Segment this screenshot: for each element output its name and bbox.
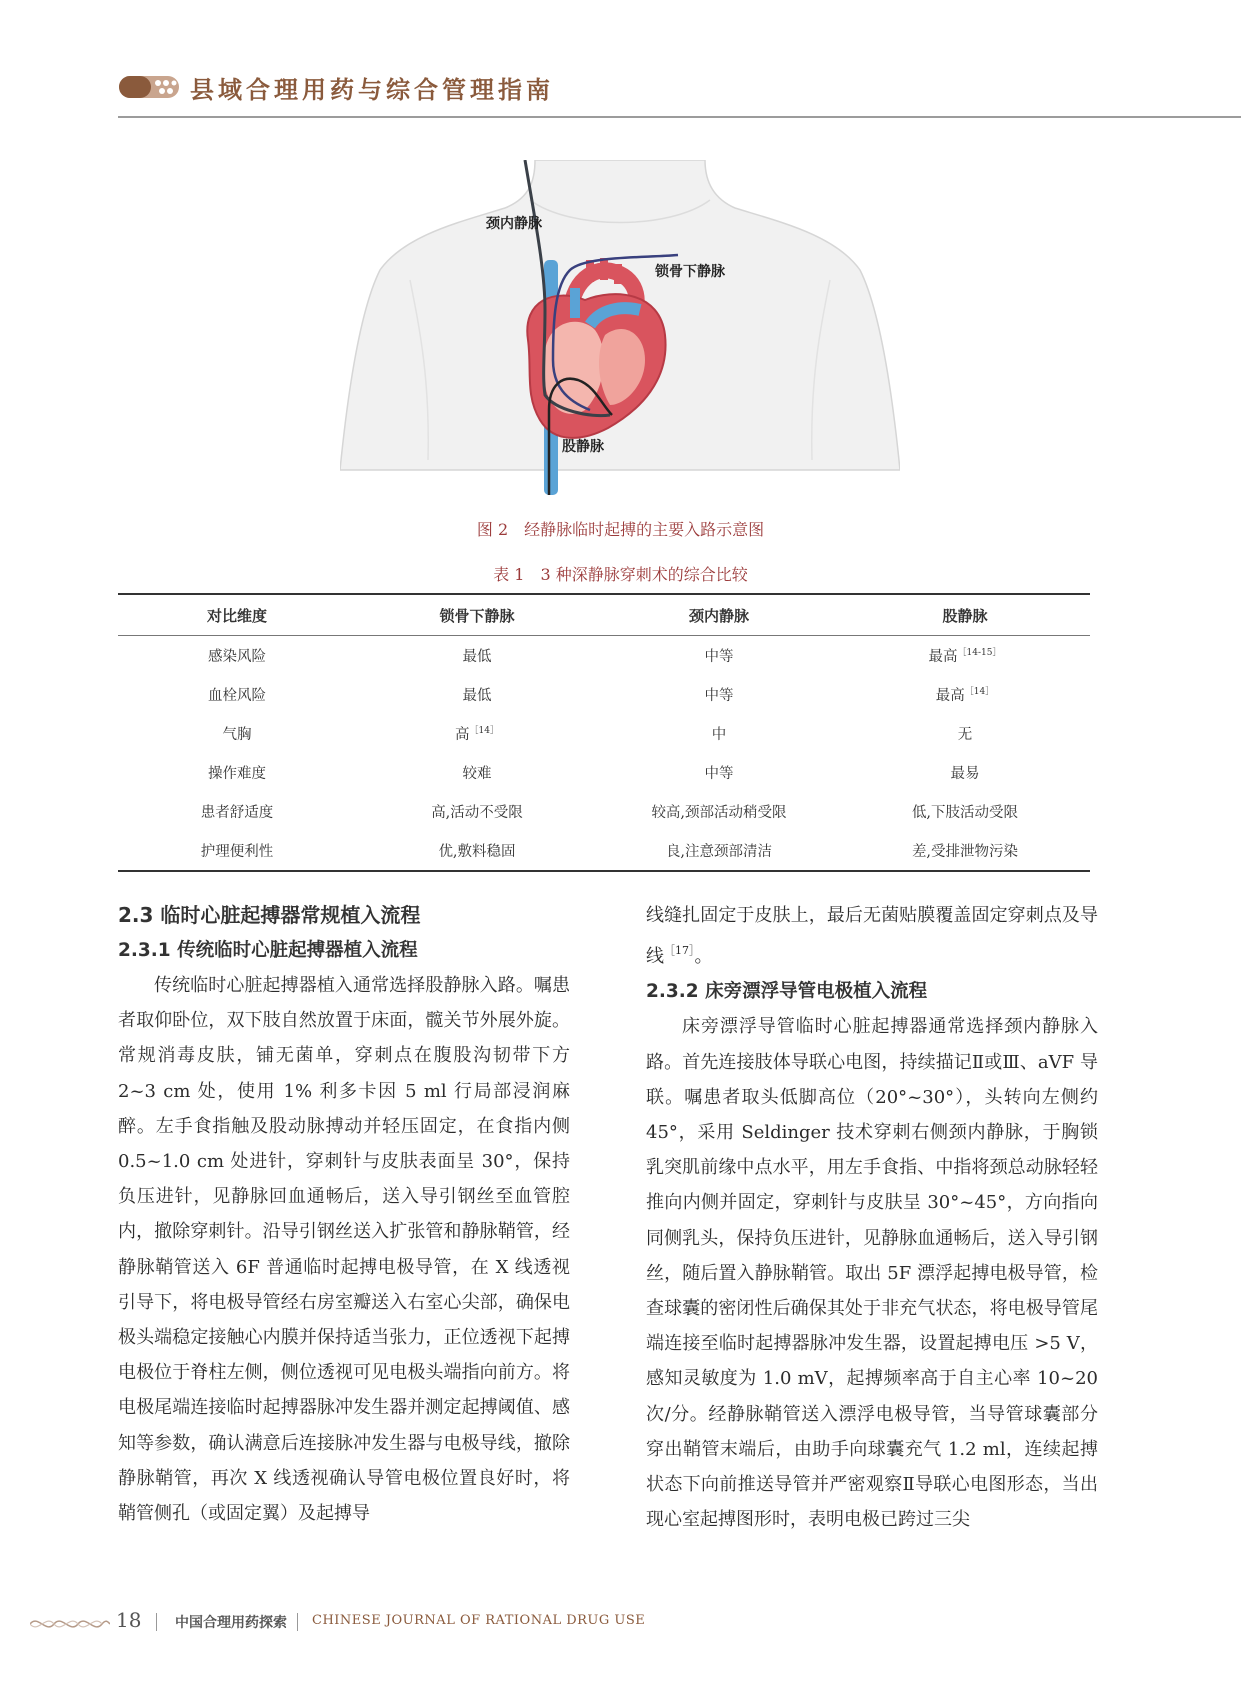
table-row	[118, 753, 1090, 792]
citation: ［14］	[469, 726, 499, 736]
table-cell: 中等	[704, 649, 734, 665]
cell-text: 高	[455, 727, 470, 743]
table-cell	[356, 714, 598, 753]
footer-separator	[156, 1613, 157, 1631]
table-cell: 中等	[704, 688, 734, 704]
right-column	[646, 898, 1098, 1537]
header-divider	[118, 116, 1241, 118]
table-cell: 高,活动不受限	[431, 805, 523, 821]
citation: ［17］	[664, 944, 695, 958]
cell-text: 最高	[928, 649, 958, 665]
table-header-cell: 颈内静脉	[598, 594, 840, 636]
table-cell: 中等	[704, 766, 734, 782]
table-cell: 较难	[462, 766, 492, 782]
table-cell: 差,受排泄物污染	[840, 831, 1090, 871]
paragraph-continuation-text: 线缝扎固定于皮肤上，最后无菌贴膜覆盖固定穿刺点及导线	[646, 905, 1098, 968]
footer-journal-en: CHINESE JOURNAL OF RATIONAL DRUG USE	[312, 1613, 646, 1628]
citation: ［14］	[964, 687, 995, 697]
table-cell	[840, 636, 1090, 676]
table-cell: 血栓风险	[208, 688, 266, 704]
header-title: 县域合理用药与综合管理指南	[190, 75, 554, 104]
table-cell: 护理便利性	[118, 831, 356, 871]
label-jugular-vein: 颈内静脉	[486, 216, 542, 232]
table-cell: 中	[711, 727, 727, 743]
table-header-cell: 股静脉	[840, 594, 1090, 636]
table-title: 表 1 3 种深静脉穿刺术的综合比较	[493, 565, 748, 584]
paragraph-continuation-end: 。	[694, 946, 713, 968]
table-cell: 低,下肢活动受限	[911, 805, 1019, 821]
heart-venous-access-diagram	[340, 160, 900, 500]
citation: ［14-15］	[957, 648, 1002, 658]
footer-journal-cn: 中国合理用药探索	[175, 1615, 287, 1631]
table-cell: 最易	[950, 766, 980, 782]
cell-text: 最高	[935, 688, 965, 704]
table-header-cell: 对比维度	[118, 594, 356, 636]
page-number: 18	[116, 1608, 142, 1632]
journal-logo-icon	[118, 72, 180, 102]
table-cell: 优,敷料稳固	[356, 831, 598, 871]
table-cell	[840, 675, 1090, 714]
section-heading-2-3-1: 2.3.1 传统临时心脏起搏器植入流程	[118, 940, 418, 961]
figure-heart-illustration	[340, 160, 900, 500]
table-cell: 良,注意颈部清洁	[598, 831, 840, 871]
table-cell: 最低	[462, 688, 492, 704]
table-cell: 较高,颈部活动稍受限	[651, 805, 787, 821]
paragraph-floating-catheter: 床旁漂浮导管临时心脏起搏器通常选择颈内静脉入路。首先连接肢体导联心电图，持续描记Ⅱ或Ⅲ、aVF 导联。嘱患者取头低脚高位（20°~30°），头转向左侧约 45°，采用 Seldinger 技术穿刺右侧颈内静脉，于胸锁乳突肌前缘中点水平，用左手食指、中指将颈总动脉轻轻推向内侧并固定，穿刺针与皮肤呈 30°~45°，方向指向同侧乳头，保持负压进针，见静脉血通畅后，送入导引钢丝，随后置入静脉鞘管。取出 5F 漂浮起搏电极导管，检查球囊的密闭性后确保其处于非充气状态，将电极导管尾端连接至临时起搏器脉冲发生器，设置起搏电压 >5 V，感知灵敏度为 1.0 mV，起搏频率高于自主心率 10~20 次/分。经静脉鞘管送入漂浮电极导管，当导管球囊部分穿出鞘管末端后，由助手向球囊充气 1.2 ml，连续起搏状态下向前推送导管并严密观察Ⅱ导联心电图形态，当出现心室起搏图形时，表明电极已跨过三尖	[646, 1016, 1098, 1531]
paragraph-continuation	[646, 898, 1098, 974]
table-cell: 患者舒适度	[200, 805, 274, 821]
comparison-table	[118, 593, 1090, 872]
table-header-cell: 锁骨下静脉	[356, 594, 598, 636]
table-row	[118, 675, 1090, 714]
label-subclavian-vein: 锁骨下静脉	[655, 264, 725, 280]
table-cell: 操作难度	[208, 766, 266, 782]
figure-caption: 图 2 经静脉临时起搏的主要入路示意图	[476, 520, 765, 539]
table-cell: 最低	[462, 649, 492, 665]
section-heading-2-3: 2.3 临时心脏起搏器常规植入流程	[118, 903, 421, 927]
section-heading-2-3-2: 2.3.2 床旁漂浮导管电极植入流程	[646, 981, 928, 1003]
footer-separator	[297, 1613, 298, 1631]
table-cell: 无	[957, 727, 973, 743]
table-cell: 气胸	[222, 727, 252, 743]
table-row	[118, 714, 1090, 753]
footer-wave-icon	[30, 1614, 110, 1634]
table-cell: 感染风险	[208, 649, 266, 665]
label-femoral-vein: 股静脉	[562, 439, 604, 455]
table-row	[118, 792, 1090, 831]
table-header-row	[118, 594, 1090, 636]
table-row	[118, 831, 1090, 871]
paragraph-traditional-implant: 传统临时心脏起搏器植入通常选择股静脉入路。嘱患者取仰卧位，双下肢自然放置于床面，髋关节外展外旋。常规消毒皮肤，铺无菌单，穿刺点在腹股沟韧带下方 2~3 cm 处，使用 1% 利多卡因 5 ml 行局部浸润麻醉。左手食指触及股动脉搏动并轻压固定，在食指内侧 0.5~1.0 cm 处进针，穿刺针与皮肤表面呈 30°，保持负压进针，见静脉回血通畅后，送入导引钢丝至血管腔内，撤除穿刺针。沿导引钢丝送入扩张管和静脉鞘管，经静脉鞘管送入 6F 普通临时起搏电极导管，在 X 线透视引导下，将电极导管经右房室瓣送入右室心尖部，确保电极头端稳定接触心内膜并保持适当张力，正位透视下起搏电极位于脊柱左侧，侧位透视可见电极头端指向前方。将电极尾端连接临时起搏器脉冲发生器并测定起搏阈值、感知等参数，确认满意后连接脉冲发生器与电极导线，撤除静脉鞘管，再次 X 线透视确认导管电极位置良好时，将鞘管侧孔（或固定翼）及起搏导	[118, 975, 570, 1525]
table-row	[118, 636, 1090, 676]
left-column	[118, 898, 570, 1531]
